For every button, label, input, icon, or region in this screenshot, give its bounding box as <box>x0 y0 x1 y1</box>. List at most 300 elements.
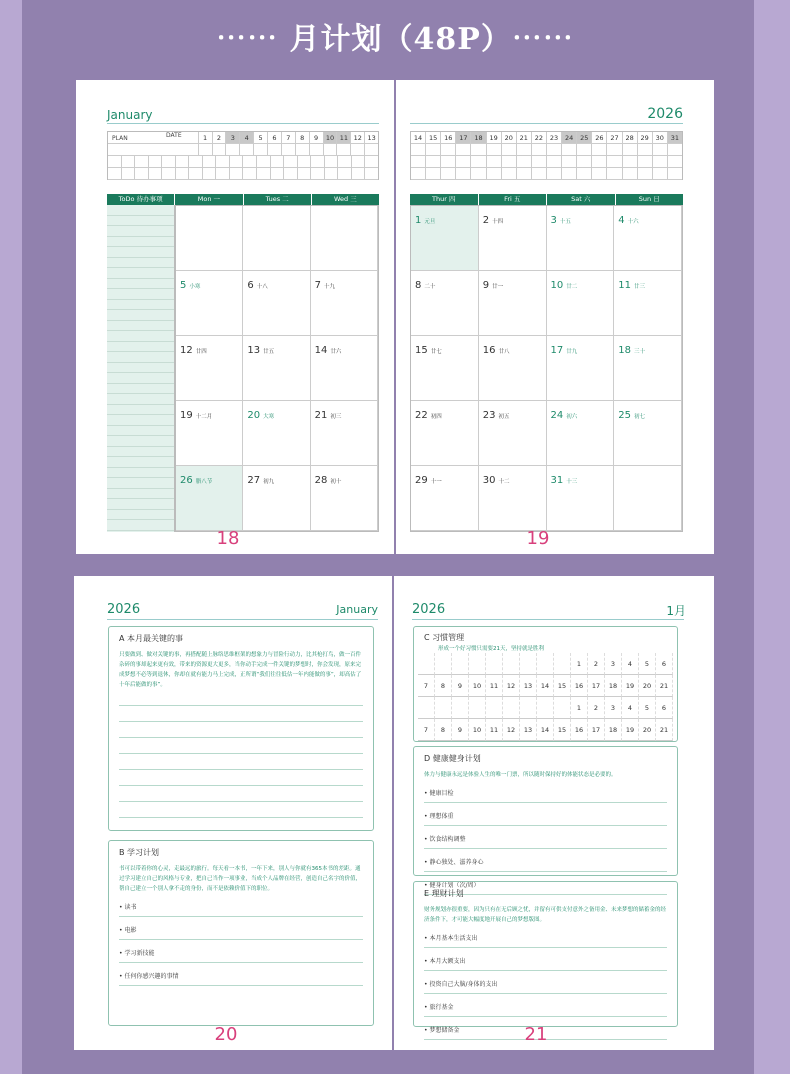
date-cell <box>456 156 471 168</box>
date-cell <box>638 144 653 156</box>
date-cell <box>426 168 441 180</box>
day-cell[interactable] <box>547 466 615 531</box>
todo-line[interactable] <box>107 331 174 342</box>
day-number: 13 <box>247 345 261 356</box>
date-cell: 17 <box>456 132 471 144</box>
habit-cell[interactable] <box>469 697 486 719</box>
habit-cell[interactable]: 4 <box>622 653 639 675</box>
day-cell[interactable] <box>614 336 682 401</box>
habit-cell[interactable]: 7 <box>418 675 435 697</box>
lunar-label: 廿七 <box>430 349 442 355</box>
habit-cell[interactable]: 10 <box>469 675 486 697</box>
day-cell[interactable] <box>411 401 479 466</box>
day-cell[interactable] <box>614 466 682 531</box>
todo-line[interactable] <box>107 499 174 510</box>
todo-line[interactable] <box>107 216 174 227</box>
habit-cell[interactable] <box>503 653 520 675</box>
year-label: 2026 <box>647 106 683 122</box>
todo-column[interactable] <box>107 205 175 532</box>
date-cell <box>517 144 532 156</box>
todo-line[interactable] <box>107 321 174 332</box>
todo-line[interactable] <box>107 268 174 279</box>
lunar-label: 腊八节 <box>195 479 213 485</box>
blank-cell[interactable] <box>149 168 163 180</box>
date-label: DATE <box>166 132 182 139</box>
rule <box>107 123 379 124</box>
date-cell <box>607 168 622 180</box>
writing-lines[interactable] <box>119 690 363 818</box>
habit-cell[interactable]: 18 <box>605 719 622 741</box>
blank-cell[interactable] <box>284 168 298 180</box>
todo-line[interactable] <box>107 478 174 489</box>
date-cell <box>296 144 310 156</box>
date-cell <box>441 168 456 180</box>
blank-cell[interactable] <box>135 156 149 168</box>
habit-row <box>418 697 673 719</box>
habit-cell[interactable]: 20 <box>639 675 656 697</box>
page-number: 19 <box>526 528 550 549</box>
plan-label: PLAN <box>112 135 128 142</box>
date-cell <box>668 144 682 156</box>
date-cell <box>487 144 502 156</box>
todo-line[interactable] <box>107 394 174 405</box>
day-cell[interactable] <box>411 336 479 401</box>
section-d-text: 体力与健康永远是体验人生的唯一门票，所以随时保持好的体能状态是必要的。 <box>424 772 617 778</box>
habit-cell[interactable]: 2 <box>588 697 605 719</box>
date-cell: 22 <box>532 132 547 144</box>
habit-cell[interactable]: 4 <box>622 697 639 719</box>
todo-line[interactable] <box>107 415 174 426</box>
habit-cell[interactable] <box>537 653 554 675</box>
date-cell <box>547 156 562 168</box>
blank-cell[interactable] <box>216 156 230 168</box>
lunar-label: 十四 <box>492 219 504 225</box>
plan-item[interactable]: • 旅行基金 <box>424 994 667 1017</box>
habit-cell[interactable]: 5 <box>639 653 656 675</box>
section-a-title: A 本月最关键的事 <box>119 634 184 643</box>
habit-cell[interactable]: 15 <box>554 675 571 697</box>
date-cell <box>638 168 653 180</box>
todo-line[interactable] <box>107 447 174 458</box>
blank-cell[interactable] <box>365 168 378 180</box>
habit-cell[interactable]: 13 <box>520 675 537 697</box>
writing-line[interactable] <box>119 754 363 770</box>
date-cell <box>592 168 607 180</box>
blank-cell[interactable] <box>325 156 339 168</box>
habit-cell[interactable] <box>520 653 537 675</box>
date-cell: 31 <box>668 132 682 144</box>
date-cell: 7 <box>282 132 296 144</box>
habit-cell[interactable] <box>537 697 554 719</box>
habit-cell[interactable]: 12 <box>503 675 520 697</box>
section-c-title: C 习惯管理 <box>424 633 465 642</box>
writing-line[interactable] <box>119 690 363 706</box>
blank-cell[interactable] <box>352 168 366 180</box>
blank-cell[interactable] <box>257 168 271 180</box>
day-number: 30 <box>482 475 496 486</box>
blank-cell[interactable] <box>216 168 230 180</box>
day-number: 27 <box>247 475 261 486</box>
day-cell[interactable] <box>243 206 310 271</box>
day-number: 12 <box>180 345 193 356</box>
blank-cell[interactable] <box>338 168 352 180</box>
date-cell <box>487 156 502 168</box>
blank-cell[interactable] <box>325 168 339 180</box>
habit-cell[interactable] <box>435 697 452 719</box>
todo-line[interactable] <box>107 310 174 321</box>
blank-cell[interactable] <box>243 156 257 168</box>
day-cell[interactable] <box>243 466 310 531</box>
plan-item[interactable]: • 梦想储备金 <box>424 1017 667 1040</box>
todo-line[interactable] <box>107 489 174 500</box>
date-cell <box>517 156 532 168</box>
habit-cell[interactable]: 8 <box>435 719 452 741</box>
blank-cell[interactable] <box>203 156 217 168</box>
lunar-label: 十六 <box>627 219 639 225</box>
blank-cell[interactable] <box>122 156 136 168</box>
blank-cell[interactable] <box>135 168 149 180</box>
lunar-label: 十八 <box>256 284 268 290</box>
date-cell <box>337 144 351 156</box>
date-cell <box>254 144 268 156</box>
todo-line[interactable] <box>107 289 174 300</box>
habit-cell[interactable]: 1 <box>571 697 588 719</box>
date-cell <box>577 168 592 180</box>
date-cell: 2 <box>213 132 227 144</box>
page-number: 21 <box>524 1024 548 1045</box>
month-label: January <box>336 603 378 616</box>
habit-tracker[interactable] <box>418 653 673 741</box>
day-cell[interactable] <box>411 206 479 271</box>
blank-cell[interactable] <box>284 156 298 168</box>
habit-cell[interactable]: 21 <box>656 719 673 741</box>
day-cell[interactable] <box>176 271 243 336</box>
day-cell[interactable] <box>311 466 378 531</box>
date-cell: 4 <box>240 132 254 144</box>
day-thu: Thur 四 <box>410 194 479 205</box>
day-cell[interactable] <box>243 336 310 401</box>
lunar-label: 廿一 <box>492 284 504 290</box>
habit-cell[interactable] <box>418 653 435 675</box>
section-e-text: 财务规划亦很重要，因为只有在无后顾之忧，并留有可供支付意外之备用金、未来梦想的储蓄金的经济条件下，才可能大幅度地开展自己的梦想版图。 <box>424 907 667 923</box>
todo-line[interactable] <box>107 457 174 468</box>
habit-cell[interactable]: 7 <box>418 719 435 741</box>
day-cell[interactable] <box>547 401 615 466</box>
blank-cell[interactable] <box>189 156 203 168</box>
plan-item[interactable]: • 学习新技能 <box>119 940 363 963</box>
day-number: 28 <box>314 475 328 486</box>
rule <box>410 123 683 124</box>
day-cell[interactable] <box>547 206 615 271</box>
lunar-label: 初七 <box>633 414 645 420</box>
blank-cell[interactable] <box>311 168 325 180</box>
date-cell: 11 <box>337 132 351 144</box>
habit-cell[interactable]: 20 <box>639 719 656 741</box>
lunar-label: 大寒 <box>263 414 275 420</box>
habit-cell[interactable]: 11 <box>486 675 503 697</box>
month-label: January <box>107 108 153 122</box>
rule <box>107 619 378 620</box>
day-cell[interactable] <box>479 401 547 466</box>
habit-cell[interactable]: 21 <box>656 675 673 697</box>
habit-cell[interactable]: 6 <box>656 653 673 675</box>
blank-cell[interactable] <box>230 168 244 180</box>
blank-cell[interactable] <box>243 168 257 180</box>
habit-cell[interactable]: 9 <box>452 719 469 741</box>
todo-line[interactable] <box>107 279 174 290</box>
habit-cell[interactable]: 16 <box>571 675 588 697</box>
blank-cell[interactable] <box>162 168 176 180</box>
plan-item[interactable]: • 本月大额支出 <box>424 948 667 971</box>
day-cell[interactable] <box>311 271 378 336</box>
plan-item[interactable]: • 本月基本生活支出 <box>424 925 667 948</box>
habit-cell[interactable]: 2 <box>588 653 605 675</box>
date-cell <box>562 168 577 180</box>
blank-cell[interactable] <box>298 168 312 180</box>
lunar-label: 初五 <box>498 414 510 420</box>
day-cell[interactable] <box>479 336 547 401</box>
todo-line[interactable] <box>107 405 174 416</box>
todo-line[interactable] <box>107 205 174 216</box>
habit-cell[interactable]: 11 <box>486 719 503 741</box>
lunar-label: 初六 <box>566 414 578 420</box>
date-cell: 18 <box>471 132 486 144</box>
todo-line[interactable] <box>107 237 174 248</box>
plan-item[interactable]: • 静心独处、滋养身心 <box>424 849 667 872</box>
blank-cell[interactable] <box>257 156 271 168</box>
plan-item[interactable]: • 健康目检 <box>424 780 667 803</box>
day-number: 26 <box>180 475 193 486</box>
date-cell: 1 <box>199 132 213 144</box>
blank-cell[interactable] <box>271 168 285 180</box>
lunar-label: 十二月 <box>195 414 213 420</box>
date-cell <box>623 156 638 168</box>
habit-cell[interactable]: 1 <box>571 653 588 675</box>
date-cell: 12 <box>351 132 365 144</box>
day-cell[interactable] <box>311 206 378 271</box>
date-cell: 13 <box>365 132 378 144</box>
date-cell <box>240 144 254 156</box>
blank-cell[interactable] <box>176 156 190 168</box>
habit-cell[interactable]: 13 <box>520 719 537 741</box>
habit-cell[interactable] <box>486 653 503 675</box>
plan-item[interactable]: • 读书 <box>119 894 363 917</box>
plan-item[interactable]: • 任何你感兴趣的事情 <box>119 963 363 986</box>
habit-cell[interactable]: 12 <box>503 719 520 741</box>
writing-line[interactable] <box>119 738 363 754</box>
year-label: 2026 <box>107 602 141 617</box>
plan-item[interactable]: • 投资自己大脑/身体的支出 <box>424 971 667 994</box>
date-cell <box>471 168 486 180</box>
day-cell[interactable] <box>547 271 615 336</box>
date-cell <box>668 156 682 168</box>
blank-cell[interactable] <box>271 156 285 168</box>
lunar-label: 三十 <box>633 349 645 355</box>
day-number: 29 <box>415 475 428 486</box>
date-cell: 6 <box>268 132 282 144</box>
writing-line[interactable] <box>119 770 363 786</box>
blank-cell[interactable] <box>122 168 136 180</box>
day-cell[interactable] <box>479 206 547 271</box>
habit-cell[interactable]: 9 <box>452 675 469 697</box>
lunar-label: 十二 <box>498 479 510 485</box>
lunar-label: 廿六 <box>330 349 342 355</box>
blank-cell[interactable] <box>311 156 325 168</box>
blank-cell[interactable] <box>230 156 244 168</box>
date-cell <box>226 144 240 156</box>
date-cell <box>487 168 502 180</box>
date-cell: 20 <box>502 132 517 144</box>
day-cell[interactable] <box>176 401 243 466</box>
habit-cell[interactable]: 17 <box>588 675 605 697</box>
date-cell <box>213 144 227 156</box>
habit-cell[interactable] <box>469 653 486 675</box>
day-cell[interactable] <box>614 271 682 336</box>
todo-line[interactable] <box>107 426 174 437</box>
date-cell <box>282 144 296 156</box>
blank-cell[interactable] <box>108 156 122 168</box>
date-cell: 16 <box>441 132 456 144</box>
day-cell[interactable] <box>614 206 682 271</box>
habit-cell[interactable] <box>486 697 503 719</box>
todo-line[interactable] <box>107 363 174 374</box>
habit-cell[interactable]: 16 <box>571 719 588 741</box>
day-number: 2 <box>482 215 490 226</box>
day-cell[interactable] <box>176 466 243 531</box>
habit-cell[interactable] <box>452 653 469 675</box>
day-cell[interactable] <box>547 336 615 401</box>
date-cell <box>502 168 517 180</box>
habit-cell[interactable]: 19 <box>622 719 639 741</box>
blank-cell[interactable] <box>203 168 217 180</box>
calendar-grid <box>410 205 683 532</box>
weekday-header <box>410 194 683 205</box>
day-cell[interactable] <box>479 466 547 531</box>
date-cell <box>532 156 547 168</box>
habit-cell[interactable]: 6 <box>656 697 673 719</box>
writing-line[interactable] <box>119 706 363 722</box>
plan-item[interactable]: • 饮食结构调整 <box>424 826 667 849</box>
todo-line[interactable] <box>107 384 174 395</box>
todo-line[interactable] <box>107 510 174 521</box>
day-number: 4 <box>618 215 625 226</box>
habit-cell[interactable] <box>435 653 452 675</box>
habit-cell[interactable] <box>554 697 571 719</box>
date-cell: 30 <box>653 132 668 144</box>
blank-cell[interactable] <box>365 156 378 168</box>
todo-line[interactable] <box>107 226 174 237</box>
habit-cell[interactable]: 14 <box>537 719 554 741</box>
todo-line[interactable] <box>107 247 174 258</box>
blank-cell[interactable] <box>149 156 163 168</box>
date-cell <box>411 168 426 180</box>
plan-item[interactable]: • 理想体重 <box>424 803 667 826</box>
blank-cell[interactable] <box>298 156 312 168</box>
habit-cell[interactable]: 18 <box>605 675 622 697</box>
habit-cell[interactable] <box>554 653 571 675</box>
lunar-label: 元旦 <box>424 219 436 225</box>
day-cell[interactable] <box>614 401 682 466</box>
section-c-subtitle: 形成一个好习惯只需要21天，坚持就是胜利 <box>438 646 544 652</box>
todo-line[interactable] <box>107 300 174 311</box>
todo-line[interactable] <box>107 352 174 363</box>
date-cell: 14 <box>411 132 426 144</box>
habit-cell[interactable]: 17 <box>588 719 605 741</box>
day-cell[interactable] <box>311 336 378 401</box>
page-20 <box>74 576 392 1050</box>
habit-cell[interactable]: 8 <box>435 675 452 697</box>
blank-cell[interactable] <box>338 156 352 168</box>
habit-cell[interactable] <box>452 697 469 719</box>
month-label: 1月 <box>666 604 686 618</box>
todo-line[interactable] <box>107 258 174 269</box>
day-number: 1 <box>415 215 422 226</box>
habit-cell[interactable]: 15 <box>554 719 571 741</box>
date-cell <box>623 144 638 156</box>
day-cell[interactable] <box>176 336 243 401</box>
day-cell[interactable] <box>176 206 243 271</box>
habit-cell[interactable]: 5 <box>639 697 656 719</box>
habit-cell[interactable]: 3 <box>605 653 622 675</box>
date-cell <box>502 156 517 168</box>
day-number: 31 <box>550 475 564 486</box>
page-number: 20 <box>214 1024 238 1045</box>
day-cell[interactable] <box>311 401 378 466</box>
date-cell: 23 <box>547 132 562 144</box>
habit-cell[interactable]: 10 <box>469 719 486 741</box>
blank-cell[interactable] <box>352 156 366 168</box>
plan-item[interactable]: • 健身计划（次/周） <box>424 872 667 895</box>
date-cell: 10 <box>324 132 338 144</box>
habit-cell[interactable] <box>503 697 520 719</box>
writing-line[interactable] <box>119 722 363 738</box>
day-cell[interactable] <box>243 401 310 466</box>
date-cell <box>456 144 471 156</box>
day-cell[interactable] <box>411 466 479 531</box>
date-cell <box>653 168 668 180</box>
todo-line[interactable] <box>107 342 174 353</box>
todo-line[interactable] <box>107 436 174 447</box>
habit-cell[interactable] <box>418 697 435 719</box>
lunar-label: 廿四 <box>195 349 207 355</box>
day-sun: Sun 日 <box>638 195 660 203</box>
date-cell <box>638 156 653 168</box>
habit-cell[interactable] <box>520 697 537 719</box>
day-number: 19 <box>180 410 193 421</box>
day-cell[interactable] <box>479 271 547 336</box>
blank-cell[interactable] <box>162 156 176 168</box>
date-cell <box>365 144 378 156</box>
section-b-title: B 学习计划 <box>119 848 160 857</box>
date-cell <box>577 156 592 168</box>
todo-line[interactable] <box>107 373 174 384</box>
plan-item[interactable]: • 电影 <box>119 917 363 940</box>
todo-line[interactable] <box>107 468 174 479</box>
section-b-text: 书可以带着你的心灵，走最远的旅行。每天看一本书，一年下来，别人与你就有365本书的差距。通过学习建立自己的风格与专业，把自己当作一项事业，当成个人品牌在经营，创造自己名字的价值，帮自己建立一个别人拿不走的身份，而不是依赖价值下的职位。 <box>119 866 362 892</box>
writing-line[interactable] <box>119 786 363 802</box>
blank-cell[interactable] <box>189 168 203 180</box>
blank-cell[interactable] <box>176 168 190 180</box>
day-cell[interactable] <box>243 271 310 336</box>
habit-cell[interactable]: 14 <box>537 675 554 697</box>
habit-cell[interactable]: 3 <box>605 697 622 719</box>
habit-cell[interactable]: 19 <box>622 675 639 697</box>
date-cell: 15 <box>426 132 441 144</box>
day-cell[interactable] <box>411 271 479 336</box>
blank-cell[interactable] <box>108 168 122 180</box>
todo-line[interactable] <box>107 520 174 531</box>
writing-line[interactable] <box>119 802 363 818</box>
